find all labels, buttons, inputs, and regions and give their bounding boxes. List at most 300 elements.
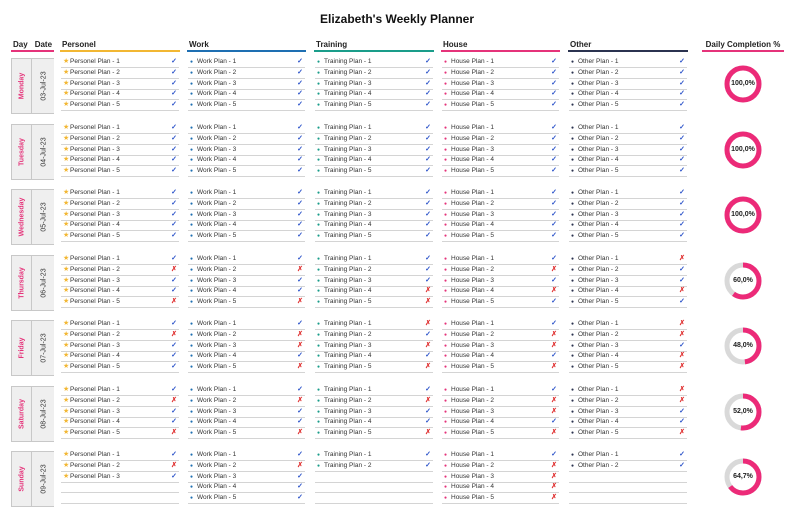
check-icon[interactable]: ✓ <box>171 167 177 175</box>
other-task-row[interactable] <box>569 407 687 418</box>
cross-icon[interactable]: ✗ <box>679 320 685 327</box>
work-task-row[interactable] <box>188 254 305 265</box>
house-task-row[interactable] <box>442 276 559 287</box>
cross-icon[interactable]: ✗ <box>425 396 431 404</box>
training-task-row[interactable] <box>315 396 433 407</box>
training-task-row[interactable] <box>315 417 433 428</box>
work-task-row[interactable] <box>188 231 305 242</box>
cross-icon[interactable]: ✗ <box>679 363 685 371</box>
cross-icon[interactable]: ✗ <box>551 287 557 295</box>
other-task-row[interactable] <box>569 68 687 79</box>
cross-icon[interactable]: ✗ <box>551 461 557 469</box>
check-icon[interactable]: ✓ <box>297 407 303 415</box>
personel-task-row[interactable] <box>61 286 179 297</box>
check-icon[interactable]: ✓ <box>679 221 685 229</box>
check-icon[interactable]: ✓ <box>171 287 177 295</box>
personel-task-row[interactable] <box>61 351 179 362</box>
other-task-row[interactable] <box>569 319 687 330</box>
check-icon[interactable]: ✓ <box>551 145 557 153</box>
work-task-row[interactable] <box>188 362 305 373</box>
check-icon[interactable]: ✓ <box>679 461 685 469</box>
other-task-row[interactable] <box>569 396 687 407</box>
check-icon[interactable]: ✓ <box>297 320 303 327</box>
personel-task-row[interactable] <box>61 396 179 407</box>
check-icon[interactable]: ✓ <box>679 451 685 458</box>
check-icon[interactable]: ✓ <box>425 407 431 415</box>
check-icon[interactable]: ✓ <box>425 265 431 273</box>
check-icon[interactable]: ✓ <box>171 124 177 131</box>
training-task-row[interactable] <box>315 134 433 145</box>
check-icon[interactable]: ✓ <box>551 58 557 65</box>
personel-task-row[interactable] <box>61 407 179 418</box>
house-task-row[interactable] <box>442 286 559 297</box>
check-icon[interactable]: ✓ <box>425 461 431 469</box>
work-task-row[interactable] <box>188 220 305 231</box>
check-icon[interactable]: ✓ <box>297 418 303 426</box>
house-task-row[interactable] <box>442 199 559 210</box>
training-task-row[interactable] <box>315 166 433 177</box>
cross-icon[interactable]: ✗ <box>425 341 431 349</box>
check-icon[interactable]: ✓ <box>171 255 177 262</box>
cross-icon[interactable]: ✗ <box>679 287 685 295</box>
check-icon[interactable]: ✓ <box>171 363 177 371</box>
house-task-row[interactable] <box>442 493 559 504</box>
other-task-row[interactable] <box>569 428 687 439</box>
personel-task-row[interactable] <box>61 220 179 231</box>
other-task-row[interactable] <box>569 220 687 231</box>
personel-task-row[interactable] <box>61 79 179 90</box>
other-task-row[interactable] <box>569 276 687 287</box>
check-icon[interactable]: ✓ <box>171 451 177 458</box>
check-icon[interactable]: ✓ <box>297 276 303 284</box>
check-icon[interactable]: ✓ <box>297 134 303 142</box>
house-task-row[interactable] <box>442 57 559 68</box>
training-task-row[interactable] <box>315 89 433 100</box>
training-task-row[interactable] <box>315 407 433 418</box>
cross-icon[interactable]: ✗ <box>297 363 303 371</box>
work-task-row[interactable] <box>188 276 305 287</box>
check-icon[interactable]: ✓ <box>171 156 177 164</box>
training-task-row[interactable] <box>315 79 433 90</box>
training-task-row[interactable] <box>315 385 433 396</box>
check-icon[interactable]: ✓ <box>551 101 557 109</box>
cross-icon[interactable]: ✗ <box>679 255 685 262</box>
cross-icon[interactable]: ✗ <box>171 265 177 273</box>
check-icon[interactable]: ✓ <box>297 124 303 131</box>
check-icon[interactable]: ✓ <box>171 210 177 218</box>
cross-icon[interactable]: ✗ <box>425 363 431 371</box>
house-task-row[interactable] <box>442 341 559 352</box>
personel-task-row[interactable] <box>61 188 179 199</box>
check-icon[interactable]: ✓ <box>551 352 557 360</box>
check-icon[interactable]: ✓ <box>679 134 685 142</box>
cross-icon[interactable]: ✗ <box>297 341 303 349</box>
personel-task-row[interactable] <box>61 265 179 276</box>
cross-icon[interactable]: ✗ <box>171 429 177 437</box>
check-icon[interactable]: ✓ <box>551 156 557 164</box>
house-task-row[interactable] <box>442 428 559 439</box>
training-task-row[interactable] <box>315 341 433 352</box>
personel-task-row[interactable] <box>61 166 179 177</box>
personel-task-row[interactable] <box>61 385 179 396</box>
check-icon[interactable]: ✓ <box>679 156 685 164</box>
cross-icon[interactable]: ✗ <box>679 352 685 360</box>
check-icon[interactable]: ✓ <box>171 189 177 196</box>
check-icon[interactable]: ✓ <box>297 167 303 175</box>
cross-icon[interactable]: ✗ <box>551 429 557 437</box>
other-task-row[interactable] <box>569 100 687 111</box>
training-task-row[interactable] <box>315 330 433 341</box>
training-task-row[interactable] <box>315 319 433 330</box>
cross-icon[interactable]: ✗ <box>551 330 557 338</box>
check-icon[interactable]: ✓ <box>425 134 431 142</box>
personel-task-row[interactable] <box>61 461 179 472</box>
work-task-row[interactable] <box>188 57 305 68</box>
check-icon[interactable]: ✓ <box>551 451 557 458</box>
cross-icon[interactable]: ✗ <box>551 407 557 415</box>
personel-task-row[interactable] <box>61 330 179 341</box>
check-icon[interactable]: ✓ <box>425 386 431 393</box>
check-icon[interactable]: ✓ <box>425 418 431 426</box>
check-icon[interactable]: ✓ <box>425 330 431 338</box>
work-task-row[interactable] <box>188 450 305 461</box>
training-task-row[interactable] <box>315 220 433 231</box>
check-icon[interactable]: ✓ <box>551 90 557 98</box>
check-icon[interactable]: ✓ <box>425 90 431 98</box>
check-icon[interactable]: ✓ <box>297 232 303 240</box>
house-task-row[interactable] <box>442 89 559 100</box>
other-task-row[interactable] <box>569 461 687 472</box>
cross-icon[interactable]: ✗ <box>551 363 557 371</box>
work-task-row[interactable] <box>188 396 305 407</box>
house-task-row[interactable] <box>442 265 559 276</box>
other-task-row[interactable] <box>569 297 687 308</box>
check-icon[interactable]: ✓ <box>425 101 431 109</box>
check-icon[interactable]: ✓ <box>679 265 685 273</box>
check-icon[interactable]: ✓ <box>679 232 685 240</box>
training-task-row[interactable] <box>315 450 433 461</box>
check-icon[interactable]: ✓ <box>551 167 557 175</box>
personel-task-row[interactable] <box>61 100 179 111</box>
check-icon[interactable]: ✓ <box>171 276 177 284</box>
check-icon[interactable]: ✓ <box>297 199 303 207</box>
training-task-row[interactable] <box>315 210 433 221</box>
check-icon[interactable]: ✓ <box>425 68 431 76</box>
check-icon[interactable]: ✓ <box>171 90 177 98</box>
check-icon[interactable]: ✓ <box>679 79 685 87</box>
check-icon[interactable]: ✓ <box>679 145 685 153</box>
check-icon[interactable]: ✓ <box>297 156 303 164</box>
check-icon[interactable]: ✓ <box>297 255 303 262</box>
house-task-row[interactable] <box>442 100 559 111</box>
cross-icon[interactable]: ✗ <box>551 494 557 502</box>
check-icon[interactable]: ✓ <box>425 167 431 175</box>
work-task-row[interactable] <box>188 351 305 362</box>
check-icon[interactable]: ✓ <box>297 90 303 98</box>
other-task-row[interactable] <box>569 199 687 210</box>
training-task-row[interactable] <box>315 68 433 79</box>
check-icon[interactable]: ✓ <box>425 451 431 458</box>
work-task-row[interactable] <box>188 89 305 100</box>
personel-task-row[interactable] <box>61 341 179 352</box>
house-task-row[interactable] <box>442 351 559 362</box>
other-task-row[interactable] <box>569 341 687 352</box>
personel-task-row[interactable] <box>61 123 179 134</box>
house-task-row[interactable] <box>442 450 559 461</box>
training-task-row[interactable] <box>315 254 433 265</box>
check-icon[interactable]: ✓ <box>551 255 557 262</box>
personel-task-row[interactable] <box>61 254 179 265</box>
check-icon[interactable]: ✓ <box>171 145 177 153</box>
house-task-row[interactable] <box>442 385 559 396</box>
other-task-row[interactable] <box>569 254 687 265</box>
other-task-row[interactable] <box>569 89 687 100</box>
check-icon[interactable]: ✓ <box>425 79 431 87</box>
check-icon[interactable]: ✓ <box>171 58 177 65</box>
house-task-row[interactable] <box>442 68 559 79</box>
check-icon[interactable]: ✓ <box>425 210 431 218</box>
personel-task-row[interactable] <box>61 68 179 79</box>
house-task-row[interactable] <box>442 461 559 472</box>
check-icon[interactable]: ✓ <box>679 58 685 65</box>
other-task-row[interactable] <box>569 79 687 90</box>
cross-icon[interactable]: ✗ <box>425 320 431 327</box>
check-icon[interactable]: ✓ <box>297 79 303 87</box>
house-task-row[interactable] <box>442 297 559 308</box>
house-task-row[interactable] <box>442 417 559 428</box>
check-icon[interactable]: ✓ <box>171 232 177 240</box>
cross-icon[interactable]: ✗ <box>425 429 431 437</box>
check-icon[interactable]: ✓ <box>425 58 431 65</box>
check-icon[interactable]: ✓ <box>425 221 431 229</box>
work-task-row[interactable] <box>188 461 305 472</box>
house-task-row[interactable] <box>442 330 559 341</box>
other-task-row[interactable] <box>569 265 687 276</box>
check-icon[interactable]: ✓ <box>171 320 177 327</box>
work-task-row[interactable] <box>188 265 305 276</box>
house-task-row[interactable] <box>442 145 559 156</box>
personel-task-row[interactable] <box>61 57 179 68</box>
other-task-row[interactable] <box>569 155 687 166</box>
personel-task-row[interactable] <box>61 319 179 330</box>
check-icon[interactable]: ✓ <box>171 79 177 87</box>
cross-icon[interactable]: ✗ <box>297 330 303 338</box>
work-task-row[interactable] <box>188 199 305 210</box>
house-task-row[interactable] <box>442 220 559 231</box>
training-task-row[interactable] <box>315 351 433 362</box>
check-icon[interactable]: ✓ <box>171 472 177 480</box>
other-task-row[interactable] <box>569 210 687 221</box>
training-task-row[interactable] <box>315 231 433 242</box>
other-task-row[interactable] <box>569 286 687 297</box>
cross-icon[interactable]: ✗ <box>551 472 557 480</box>
cross-icon[interactable]: ✗ <box>171 330 177 338</box>
training-task-row[interactable] <box>315 297 433 308</box>
training-task-row[interactable] <box>315 362 433 373</box>
other-task-row[interactable] <box>569 57 687 68</box>
other-task-row[interactable] <box>569 145 687 156</box>
training-task-row[interactable] <box>315 100 433 111</box>
house-task-row[interactable] <box>442 319 559 330</box>
other-task-row[interactable] <box>569 417 687 428</box>
cross-icon[interactable]: ✗ <box>551 265 557 273</box>
check-icon[interactable]: ✓ <box>425 145 431 153</box>
check-icon[interactable]: ✓ <box>551 298 557 306</box>
training-task-row[interactable] <box>315 123 433 134</box>
check-icon[interactable]: ✓ <box>551 276 557 284</box>
other-task-row[interactable] <box>569 134 687 145</box>
cross-icon[interactable]: ✗ <box>297 396 303 404</box>
work-task-row[interactable] <box>188 482 305 493</box>
work-task-row[interactable] <box>188 319 305 330</box>
training-task-row[interactable] <box>315 145 433 156</box>
check-icon[interactable]: ✓ <box>551 386 557 393</box>
personel-task-row[interactable] <box>61 134 179 145</box>
check-icon[interactable]: ✓ <box>171 418 177 426</box>
house-task-row[interactable] <box>442 254 559 265</box>
check-icon[interactable]: ✓ <box>171 221 177 229</box>
personel-task-row[interactable] <box>61 428 179 439</box>
check-icon[interactable]: ✓ <box>425 156 431 164</box>
personel-task-row[interactable] <box>61 276 179 287</box>
work-task-row[interactable] <box>188 155 305 166</box>
house-task-row[interactable] <box>442 396 559 407</box>
cross-icon[interactable]: ✗ <box>297 429 303 437</box>
check-icon[interactable]: ✓ <box>679 68 685 76</box>
check-icon[interactable]: ✓ <box>425 352 431 360</box>
check-icon[interactable]: ✓ <box>679 341 685 349</box>
work-task-row[interactable] <box>188 417 305 428</box>
check-icon[interactable]: ✓ <box>297 68 303 76</box>
house-task-row[interactable] <box>442 123 559 134</box>
house-task-row[interactable] <box>442 472 559 483</box>
check-icon[interactable]: ✓ <box>551 232 557 240</box>
check-icon[interactable]: ✓ <box>171 199 177 207</box>
check-icon[interactable]: ✓ <box>297 58 303 65</box>
personel-task-row[interactable] <box>61 199 179 210</box>
personel-task-row[interactable] <box>61 450 179 461</box>
cross-icon[interactable]: ✗ <box>297 461 303 469</box>
check-icon[interactable]: ✓ <box>551 210 557 218</box>
check-icon[interactable]: ✓ <box>297 287 303 295</box>
house-task-row[interactable] <box>442 407 559 418</box>
work-task-row[interactable] <box>188 100 305 111</box>
check-icon[interactable]: ✓ <box>171 68 177 76</box>
check-icon[interactable]: ✓ <box>551 79 557 87</box>
check-icon[interactable]: ✓ <box>297 221 303 229</box>
work-task-row[interactable] <box>188 297 305 308</box>
check-icon[interactable]: ✓ <box>171 101 177 109</box>
training-task-row[interactable] <box>315 199 433 210</box>
cross-icon[interactable]: ✗ <box>297 298 303 306</box>
training-task-row[interactable] <box>315 155 433 166</box>
house-task-row[interactable] <box>442 188 559 199</box>
other-task-row[interactable] <box>569 450 687 461</box>
other-task-row[interactable] <box>569 385 687 396</box>
check-icon[interactable]: ✓ <box>551 134 557 142</box>
personel-task-row[interactable] <box>61 155 179 166</box>
cross-icon[interactable]: ✗ <box>171 461 177 469</box>
work-task-row[interactable] <box>188 68 305 79</box>
house-task-row[interactable] <box>442 166 559 177</box>
other-task-row[interactable] <box>569 188 687 199</box>
other-task-row[interactable] <box>569 123 687 134</box>
check-icon[interactable]: ✓ <box>679 199 685 207</box>
personel-task-row[interactable] <box>61 145 179 156</box>
check-icon[interactable]: ✓ <box>425 232 431 240</box>
cross-icon[interactable]: ✗ <box>551 483 557 491</box>
check-icon[interactable]: ✓ <box>551 320 557 327</box>
work-task-row[interactable] <box>188 79 305 90</box>
work-task-row[interactable] <box>188 472 305 483</box>
work-task-row[interactable] <box>188 123 305 134</box>
personel-task-row[interactable] <box>61 231 179 242</box>
house-task-row[interactable] <box>442 482 559 493</box>
training-task-row[interactable] <box>315 461 433 472</box>
personel-task-row[interactable] <box>61 210 179 221</box>
work-task-row[interactable] <box>188 341 305 352</box>
check-icon[interactable]: ✓ <box>297 386 303 393</box>
check-icon[interactable]: ✓ <box>425 124 431 131</box>
check-icon[interactable]: ✓ <box>297 145 303 153</box>
check-icon[interactable]: ✓ <box>551 68 557 76</box>
check-icon[interactable]: ✓ <box>425 199 431 207</box>
work-task-row[interactable] <box>188 166 305 177</box>
other-task-row[interactable] <box>569 362 687 373</box>
check-icon[interactable]: ✓ <box>171 134 177 142</box>
check-icon[interactable]: ✓ <box>297 472 303 480</box>
cross-icon[interactable]: ✗ <box>679 330 685 338</box>
check-icon[interactable]: ✓ <box>551 199 557 207</box>
check-icon[interactable]: ✓ <box>551 418 557 426</box>
cross-icon[interactable]: ✗ <box>171 396 177 404</box>
house-task-row[interactable] <box>442 362 559 373</box>
training-task-row[interactable] <box>315 428 433 439</box>
other-task-row[interactable] <box>569 231 687 242</box>
check-icon[interactable]: ✓ <box>297 352 303 360</box>
check-icon[interactable]: ✓ <box>679 189 685 196</box>
work-task-row[interactable] <box>188 286 305 297</box>
cross-icon[interactable]: ✗ <box>679 386 685 393</box>
training-task-row[interactable] <box>315 276 433 287</box>
check-icon[interactable]: ✓ <box>425 276 431 284</box>
check-icon[interactable]: ✓ <box>171 407 177 415</box>
cross-icon[interactable]: ✗ <box>551 341 557 349</box>
cross-icon[interactable]: ✗ <box>551 396 557 404</box>
check-icon[interactable]: ✓ <box>171 352 177 360</box>
work-task-row[interactable] <box>188 428 305 439</box>
check-icon[interactable]: ✓ <box>551 221 557 229</box>
check-icon[interactable]: ✓ <box>297 494 303 502</box>
cross-icon[interactable]: ✗ <box>171 298 177 306</box>
check-icon[interactable]: ✓ <box>679 210 685 218</box>
cross-icon[interactable]: ✗ <box>425 298 431 306</box>
personel-task-row[interactable] <box>61 472 179 483</box>
check-icon[interactable]: ✓ <box>679 101 685 109</box>
work-task-row[interactable] <box>188 188 305 199</box>
work-task-row[interactable] <box>188 493 305 504</box>
house-task-row[interactable] <box>442 134 559 145</box>
work-task-row[interactable] <box>188 385 305 396</box>
check-icon[interactable]: ✓ <box>297 451 303 458</box>
check-icon[interactable]: ✓ <box>679 124 685 131</box>
work-task-row[interactable] <box>188 330 305 341</box>
check-icon[interactable]: ✓ <box>297 210 303 218</box>
check-icon[interactable]: ✓ <box>679 407 685 415</box>
check-icon[interactable]: ✓ <box>425 255 431 262</box>
house-task-row[interactable] <box>442 231 559 242</box>
check-icon[interactable]: ✓ <box>297 189 303 196</box>
